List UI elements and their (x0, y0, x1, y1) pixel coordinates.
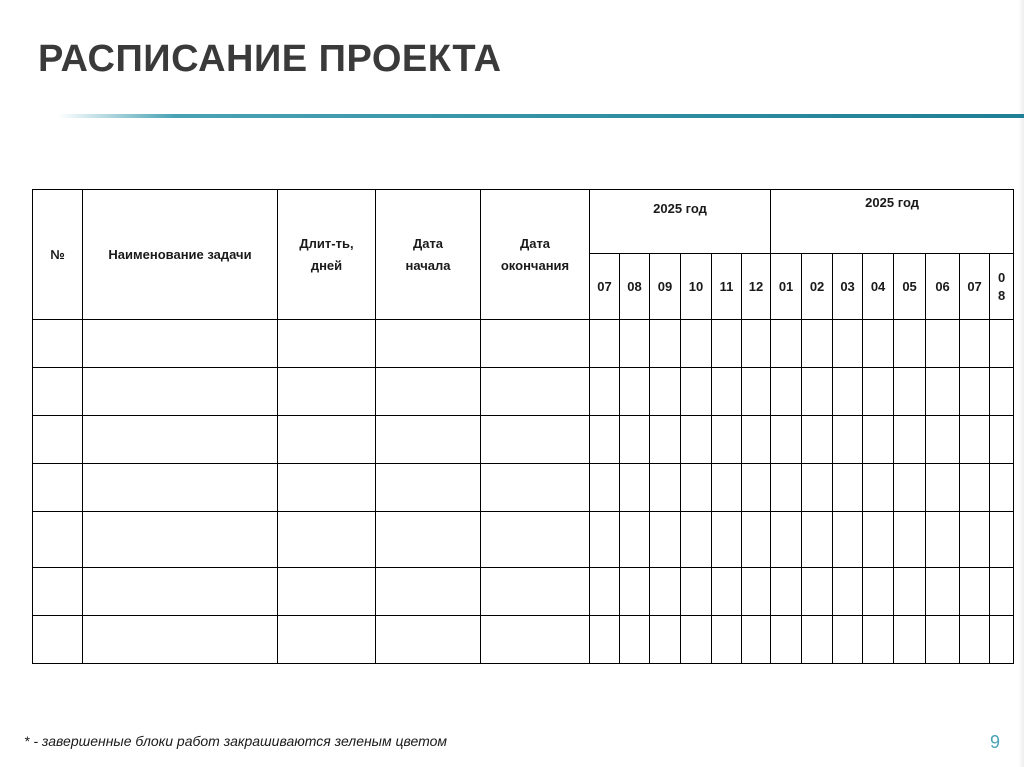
table-row (33, 464, 1014, 512)
col-header-start-date (376, 190, 481, 320)
gantt-cell (681, 616, 712, 664)
cell-start (376, 464, 481, 512)
gantt-cell (926, 464, 960, 512)
gantt-cell (926, 320, 960, 368)
gantt-cell (833, 416, 863, 464)
gantt-cell (712, 320, 742, 368)
gantt-cell (650, 464, 681, 512)
gantt-cell (802, 320, 833, 368)
cell-duration (278, 416, 376, 464)
gantt-cell (620, 464, 650, 512)
month-header: 02 (802, 254, 833, 320)
gantt-cell (863, 416, 894, 464)
cell-duration (278, 320, 376, 368)
month-header: 12 (742, 254, 771, 320)
gantt-cell (833, 368, 863, 416)
gantt-cell (742, 568, 771, 616)
gantt-cell (712, 512, 742, 568)
gantt-cell (650, 616, 681, 664)
col-header-end-date (481, 190, 590, 320)
month-header: 08 (620, 254, 650, 320)
cell-start (376, 368, 481, 416)
col-header-start-line2: начала (405, 257, 451, 273)
gantt-cell (990, 568, 1014, 616)
gantt-cell (590, 464, 620, 512)
month-header: 07 (590, 254, 620, 320)
table-row (33, 568, 1014, 616)
cell-start (376, 320, 481, 368)
gantt-cell (833, 464, 863, 512)
gantt-cell (681, 320, 712, 368)
gantt-cell (960, 616, 990, 664)
month-header: 07 (960, 254, 990, 320)
gantt-cell (742, 368, 771, 416)
gantt-cell (712, 416, 742, 464)
col-header-end-line2: окончания (500, 257, 570, 273)
month-header: 03 (833, 254, 863, 320)
gantt-cell (960, 568, 990, 616)
gantt-cell (960, 416, 990, 464)
cell-end (481, 568, 590, 616)
gantt-cell (590, 416, 620, 464)
cell-number (33, 320, 83, 368)
gantt-cell (712, 568, 742, 616)
gantt-cell (926, 568, 960, 616)
gantt-cell (990, 464, 1014, 512)
gantt-cell (742, 464, 771, 512)
cell-duration (278, 568, 376, 616)
table-row (33, 416, 1014, 464)
col-header-start-line1: Дата (412, 235, 444, 251)
gantt-cell (894, 464, 926, 512)
cell-task (83, 320, 278, 368)
gantt-cell (771, 512, 802, 568)
year-group-header-1: 2025 год (590, 190, 771, 254)
page-title: РАСПИСАНИЕ ПРОЕКТА (38, 38, 502, 80)
cell-task (83, 616, 278, 664)
month-header: 04 (863, 254, 894, 320)
month-header: 09 (650, 254, 681, 320)
gantt-cell (771, 464, 802, 512)
gantt-cell (620, 416, 650, 464)
gantt-cell (681, 464, 712, 512)
gantt-cell (894, 568, 926, 616)
gantt-cell (650, 416, 681, 464)
gantt-cell (863, 464, 894, 512)
gantt-cell (833, 568, 863, 616)
gantt-cell (650, 368, 681, 416)
gantt-cell (863, 512, 894, 568)
gantt-cell (681, 416, 712, 464)
gantt-cell (802, 368, 833, 416)
gantt-cell (620, 512, 650, 568)
gantt-cell (894, 512, 926, 568)
cell-number (33, 568, 83, 616)
cell-task (83, 368, 278, 416)
col-header-end-line1: Дата (519, 235, 551, 251)
gantt-cell (802, 464, 833, 512)
gantt-cell (771, 416, 802, 464)
gantt-cell (771, 616, 802, 664)
gantt-cell (620, 320, 650, 368)
cell-end (481, 512, 590, 568)
month-header: 06 (926, 254, 960, 320)
col-header-number: № (33, 190, 83, 320)
gantt-cell (681, 368, 712, 416)
gantt-cell (650, 568, 681, 616)
month-header: 11 (712, 254, 742, 320)
gantt-cell (742, 320, 771, 368)
gantt-cell (712, 368, 742, 416)
gantt-cell (771, 568, 802, 616)
table-row (33, 512, 1014, 568)
col-header-duration-line2: дней (310, 257, 343, 273)
gantt-cell (833, 512, 863, 568)
gantt-cell (863, 568, 894, 616)
cell-duration (278, 368, 376, 416)
month-header: 10 (681, 254, 712, 320)
cell-end (481, 368, 590, 416)
gantt-cell (863, 616, 894, 664)
gantt-cell (926, 416, 960, 464)
gantt-cell (712, 464, 742, 512)
page-number: 9 (989, 732, 1000, 752)
gantt-cell (681, 568, 712, 616)
table-row (33, 368, 1014, 416)
table-row (33, 320, 1014, 368)
gantt-cell (990, 368, 1014, 416)
gantt-cell (771, 320, 802, 368)
gantt-cell (833, 320, 863, 368)
gantt-cell (926, 616, 960, 664)
gantt-cell (990, 512, 1014, 568)
year-group-header-2: 2025 год (771, 190, 1014, 254)
cell-end (481, 464, 590, 512)
gantt-cell (894, 416, 926, 464)
gantt-cell (990, 416, 1014, 464)
cell-duration (278, 616, 376, 664)
gantt-cell (960, 320, 990, 368)
title-underline (58, 114, 1024, 118)
cell-number (33, 464, 83, 512)
project-schedule-table (32, 189, 1014, 664)
cell-task (83, 464, 278, 512)
cell-number (33, 368, 83, 416)
gantt-cell (590, 568, 620, 616)
gantt-cell (894, 320, 926, 368)
cell-task (83, 568, 278, 616)
gantt-cell (742, 616, 771, 664)
month-header: 05 (894, 254, 926, 320)
cell-duration (278, 464, 376, 512)
month-header: 01 (771, 254, 802, 320)
gantt-cell (802, 512, 833, 568)
gantt-cell (802, 616, 833, 664)
gantt-cell (590, 512, 620, 568)
gantt-cell (681, 512, 712, 568)
gantt-cell (990, 616, 1014, 664)
gantt-cell (620, 568, 650, 616)
gantt-cell (742, 512, 771, 568)
gantt-cell (960, 464, 990, 512)
gantt-cell (712, 616, 742, 664)
cell-end (481, 616, 590, 664)
cell-duration (278, 512, 376, 568)
cell-number (33, 616, 83, 664)
col-header-duration (278, 190, 376, 320)
header-row-top (33, 190, 1014, 254)
table-row (33, 616, 1014, 664)
col-header-duration-line1: Длит-ть, (299, 235, 354, 251)
gantt-cell (833, 616, 863, 664)
gantt-cell (590, 320, 620, 368)
gantt-cell (926, 368, 960, 416)
footnote: * - завершенные блоки работ закрашиваются зеленым цветом (24, 733, 447, 749)
gantt-cell (960, 368, 990, 416)
gantt-cell (960, 512, 990, 568)
month-header: 0 8 (990, 254, 1014, 320)
cell-start (376, 616, 481, 664)
gantt-cell (894, 368, 926, 416)
cell-end (481, 320, 590, 368)
cell-number (33, 512, 83, 568)
cell-task (83, 512, 278, 568)
gantt-cell (802, 568, 833, 616)
cell-start (376, 512, 481, 568)
col-header-task-name: Наименование задачи (83, 190, 278, 320)
cell-end (481, 416, 590, 464)
gantt-cell (650, 512, 681, 568)
gantt-cell (863, 320, 894, 368)
cell-start (376, 568, 481, 616)
gantt-cell (590, 368, 620, 416)
gantt-cell (620, 616, 650, 664)
gantt-cell (771, 368, 802, 416)
gantt-cell (590, 616, 620, 664)
gantt-cell (894, 616, 926, 664)
gantt-cell (742, 416, 771, 464)
gantt-cell (863, 368, 894, 416)
cell-start (376, 416, 481, 464)
schedule-body (33, 320, 1014, 664)
cell-number (33, 416, 83, 464)
gantt-cell (650, 320, 681, 368)
gantt-cell (990, 320, 1014, 368)
gantt-cell (926, 512, 960, 568)
gantt-cell (620, 368, 650, 416)
cell-task (83, 416, 278, 464)
gantt-cell (802, 416, 833, 464)
